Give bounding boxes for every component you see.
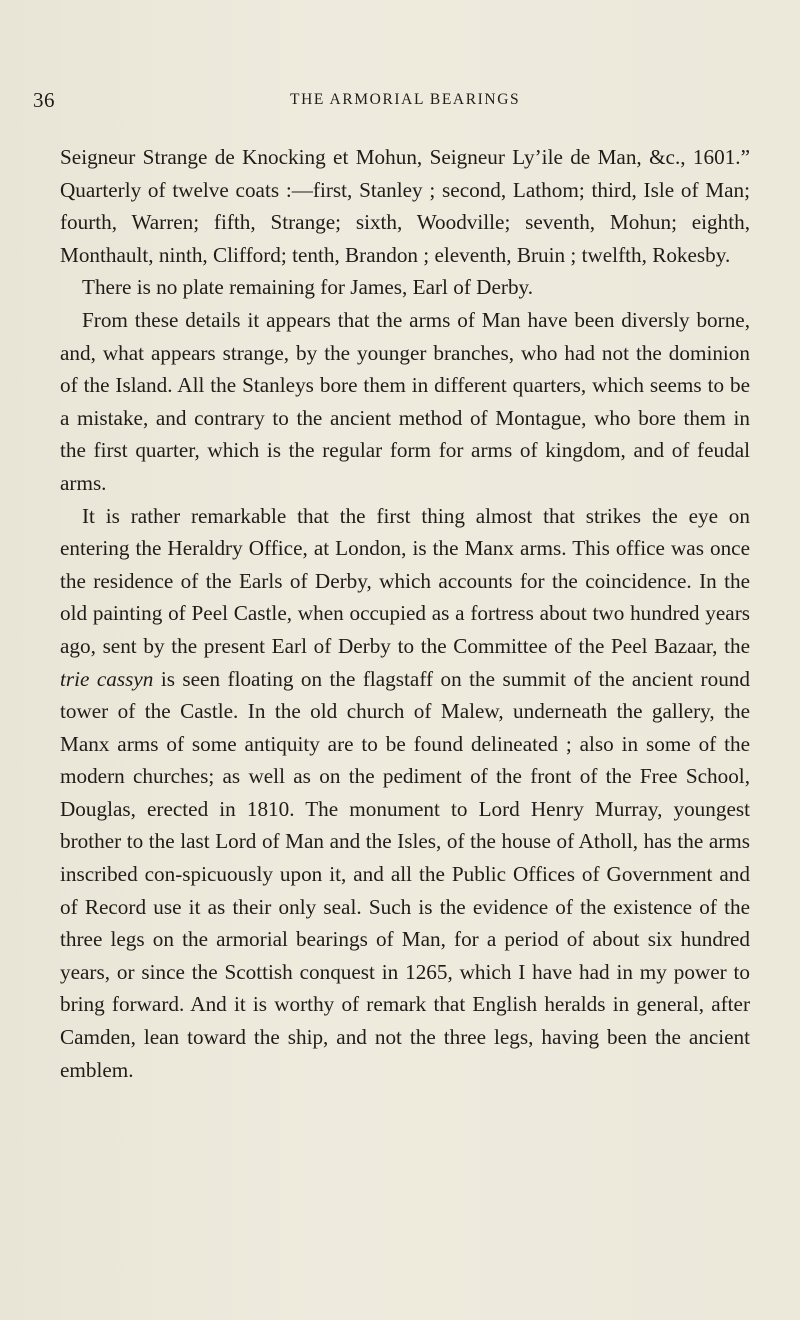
paragraph-continued-quote: Seigneur Strange de Knocking et Mohun, Seigneur Ly’ile de Man, &c., 1601.” Quarterly of twelve coats :—first, Stanley ; second, Lathom; third, Isle of Man; fourth, Warren; fifth, Strange; sixth, Woodville; seventh, Mohun; eighth, Monthault, ninth, Clifford; tenth, Brandon ; eleventh, Bruin ; twelfth, Rokesby. — [60, 145, 750, 267]
italic-phrase-trie-cassyn: trie cassyn — [60, 666, 154, 691]
running-head: THE ARMORIAL BEARINGS — [290, 91, 521, 108]
paragraph-text-before-italic: It is rather remarkable that the first thing almost that strikes the eye on entering the Heraldry Office, at London, is the Manx arms. This office was once the residence of the Earls of Derby, which accounts for the coincidence. In the old painting of Peel Castle, when occupied as a fortress about two hundred years ago, sent by the present Earl of Derby to the Committee of the Peel Bazaar, the — [60, 503, 750, 658]
page-header — [0, 88, 800, 122]
page-number: 36 — [33, 88, 55, 112]
paragraph-text-after-italic: is seen floating on the flagstaff on the summit of the ancient round tower of the Castle. In the old church of Malew, underneath the gallery, the Manx arms of some antiquity are to be found delineated ; also in some of the modern churches; as well as on the pediment of the front of the Free School, Douglas, erected in 1810. The monument to Lord Henry Murray, youngest brother to the last Lord of Man and the Isles, of the house of Atholl, has the arms inscribed con-spicuously upon it, and all the Public Offices of Government and of Record use it as their only seal. Such is the evidence of the existence of the three legs on the armorial bearings of Man, for a period of about six hundred years, or since the Scottish conquest in 1265, which I have had in my power to bring forward. And it is worthy of remark that English heralds in general, after Camden, lean toward the ship, and not the three legs, having been the ancient emblem. — [60, 666, 750, 1082]
paragraph-heraldry-office — [60, 500, 750, 1087]
paragraph-no-plate: There is no plate remaining for James, Earl of Derby. — [82, 275, 534, 300]
body-text — [60, 141, 750, 1086]
paragraph-diversly-borne: From these details it appears that the arms of Man have been diversly borne, and, what appears strange, by the younger branches, who had not the dominion of the Island. All the Stanleys bore them in different quarters, which seems to be a mistake, and contrary to the ancient method of Montague, who bore them in the first quarter, which is the regular form for arms of kingdom, and of feudal arms. — [60, 307, 750, 495]
